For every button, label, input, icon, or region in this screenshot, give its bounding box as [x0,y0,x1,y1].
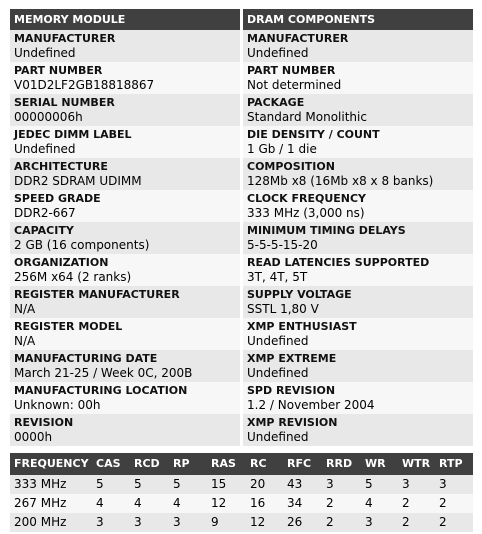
field-label: CLOCK FREQUENCY [247,192,367,205]
field-label: XMP REVISION [247,416,338,429]
table-row [10,475,473,494]
column-header: RC [250,457,267,470]
memory-module-field [10,94,240,126]
field-value: 333 MHz (3,000 ns) [247,206,365,220]
column-header: RFC [287,457,312,470]
dram-component-field [243,382,473,414]
table-cell: 12 [211,496,227,510]
table-cell: 3 [365,515,373,529]
memory-module-field [10,318,240,350]
dram-component-field [243,158,473,190]
column-header: RP [173,457,190,470]
table-cell: 15 [211,477,227,491]
table-cell: 20 [250,477,266,491]
table-cell: 34 [287,496,303,510]
field-value: 5-5-5-15-20 [247,238,318,252]
field-value: SSTL 1,80 V [247,302,319,316]
table-cell: 3 [326,477,334,491]
field-label: JEDEC DIMM LABEL [14,128,132,141]
column-header: FREQUENCY [14,457,89,470]
field-value: Undefined [14,46,76,60]
field-label: MANUFACTURING LOCATION [14,384,188,397]
dram-component-field [243,62,473,94]
memory-module-field [10,30,240,62]
dram-component-field [243,414,473,446]
memory-module-header: MEMORY MODULE [10,9,240,30]
field-label: SERIAL NUMBER [14,96,115,109]
dram-components-fields [243,30,473,446]
memory-module-field [10,222,240,254]
column-header: RAS [211,457,236,470]
table-cell: 3 [134,515,142,529]
field-label: REGISTER MANUFACTURER [14,288,180,301]
table-cell: 26 [287,515,303,529]
table-cell: 5 [96,477,104,491]
dram-component-field [243,254,473,286]
field-label: CAPACITY [14,224,74,237]
field-value: V01D2LF2GB18818867 [14,78,155,92]
table-cell: 3 [402,477,410,491]
dram-component-field [243,222,473,254]
spd-info-panel [10,9,473,532]
dram-component-field [243,286,473,318]
field-value: 0000h [14,430,53,444]
timings-body [10,475,473,532]
field-value: Undefined [247,46,309,60]
dram-component-field [243,318,473,350]
memory-module-field [10,350,240,382]
table-cell: 9 [211,515,219,529]
table-cell: 2 [439,515,447,529]
field-value: Not determined [247,78,342,92]
field-value: N/A [14,302,36,316]
memory-module-field [10,382,240,414]
field-label: READ LATENCIES SUPPORTED [247,256,430,269]
field-value: 128Mb x8 (16Mb x8 x 8 banks) [247,174,434,188]
table-row [10,494,473,513]
dram-component-field [243,94,473,126]
field-label: PART NUMBER [14,64,103,77]
table-cell: 12 [250,515,266,529]
memory-module-field [10,414,240,446]
memory-module-field [10,62,240,94]
field-value: 2 GB (16 components) [14,238,150,252]
field-label: SPD REVISION [247,384,336,397]
field-label: ORGANIZATION [14,256,109,269]
table-cell: 4 [173,496,181,510]
table-cell: 267 MHz [14,496,67,510]
table-cell: 2 [326,515,334,529]
field-label: SUPPLY VOLTAGE [247,288,352,301]
field-value: 1 Gb / 1 die [247,142,317,156]
field-label: MANUFACTURER [14,32,116,45]
column-header: RCD [134,457,160,470]
memory-module-fields [10,30,240,446]
table-cell: 3 [96,515,104,529]
field-value: Undefined [14,142,76,156]
column-header: RRD [326,457,353,470]
field-label: MINIMUM TIMING DELAYS [247,224,406,237]
field-label: PART NUMBER [247,64,336,77]
field-label: MANUFACTURING DATE [14,352,158,365]
field-value: Undefined [247,366,309,380]
column-header: WTR [402,457,431,470]
field-label: DIE DENSITY / COUNT [247,128,380,141]
field-value: 00000006h [14,110,83,124]
dram-component-field [243,30,473,62]
memory-module-field [10,190,240,222]
table-cell: 4 [96,496,104,510]
table-cell: 200 MHz [14,515,67,529]
field-label: COMPOSITION [247,160,335,173]
field-value: March 21-25 / Week 0C, 200B [14,366,193,380]
column-header: WR [365,457,386,470]
table-row [10,513,473,532]
table-cell: 333 MHz [14,477,67,491]
table-cell: 2 [439,496,447,510]
table-cell: 5 [134,477,142,491]
table-cell: 16 [250,496,266,510]
table-cell: 4 [365,496,373,510]
dram-component-field [243,190,473,222]
field-value: Standard Monolithic [247,110,367,124]
dram-component-field [243,126,473,158]
table-cell: 5 [365,477,373,491]
field-label: MANUFACTURER [247,32,349,45]
field-value: 1.2 / November 2004 [247,398,375,412]
column-header: RTP [439,457,463,470]
memory-module-field [10,126,240,158]
table-cell: 4 [134,496,142,510]
field-label: SPEED GRADE [14,192,101,205]
table-cell: 2 [326,496,334,510]
field-value: Undefined [247,430,309,444]
table-cell: 43 [287,477,303,491]
field-label: PACKAGE [247,96,305,109]
table-cell: 2 [402,496,410,510]
field-label: ARCHITECTURE [14,160,108,173]
field-value: Unknown: 00h [14,398,101,412]
field-value: Undefined [247,334,309,348]
field-value: N/A [14,334,36,348]
memory-module-field [10,286,240,318]
dram-components-section [243,9,473,446]
field-value: DDR2 SDRAM UDIMM [14,174,142,188]
table-cell: 2 [402,515,410,529]
field-value: 256M x64 (2 ranks) [14,270,132,284]
dram-components-header: DRAM COMPONENTS [243,9,473,30]
memory-module-field [10,254,240,286]
memory-module-field [10,158,240,190]
field-value: 3T, 4T, 5T [247,270,308,284]
table-cell: 5 [173,477,181,491]
table-cell: 3 [173,515,181,529]
field-label: REGISTER MODEL [14,320,123,333]
field-label: XMP EXTREME [247,352,337,365]
column-header: CAS [96,457,121,470]
field-label: REVISION [14,416,74,429]
field-value: DDR2-667 [14,206,76,220]
field-label: XMP ENTHUSIAST [247,320,357,333]
timings-table [10,453,473,532]
table-cell: 3 [439,477,447,491]
spd-details-grid [10,9,473,446]
dram-component-field [243,350,473,382]
memory-module-section [10,9,240,446]
timings-header-row [10,453,473,475]
